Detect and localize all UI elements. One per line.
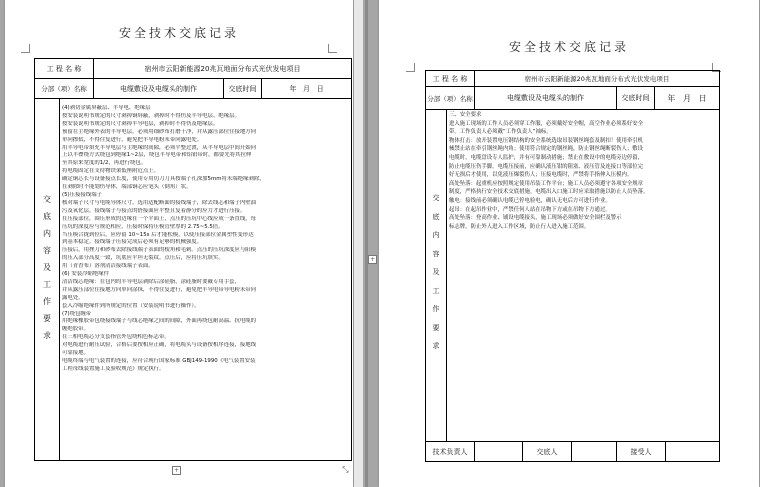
content-line: (7)绕包缠带	[62, 310, 92, 317]
side-label-char: 容	[43, 246, 51, 255]
page-corner-mark	[406, 63, 415, 72]
side-label-char: 底	[432, 212, 440, 221]
content-line: (5)压接接线端子	[62, 191, 102, 198]
form-table	[34, 58, 352, 461]
content-line: 电缆时，电缆盘设专人监护，并有可靠制动措施；禁止在敷设中的电缆旁边停留，	[449, 154, 644, 161]
tech-lead-label: 技术负责人	[432, 447, 468, 456]
content-line: 在压接部位，围压形成的边缘在一个平面上，点压的压坑中心线应成一条直线，每	[62, 215, 257, 222]
side-label-char: 内	[43, 229, 51, 238]
page-title: 安全技术交底记录	[118, 26, 239, 40]
side-label-char: 内	[432, 231, 440, 239]
content-line: 用（青香布）溶剂清洁接线端子表面。	[62, 263, 154, 270]
side-label-char: 及	[432, 268, 440, 276]
table-rule	[474, 441, 475, 461]
side-label-char: 求	[432, 342, 440, 350]
content-line: 在剥除时不能划伤导体，端部铜芯应笔头（倒角）状。	[62, 184, 192, 191]
expand-handle[interactable]: +	[369, 256, 376, 263]
content-line: 缠绝胶带。	[62, 326, 89, 333]
content-line: 进入施工现场的工作人员必须穿工作服，必须戴好安全帽，高空作业必须系好安全	[449, 120, 644, 127]
resize-handle-icon[interactable]: ⤡	[342, 465, 349, 474]
content-line: 单向擦拭，不得往复进行，避免把半导电粉末带向露电处。	[62, 136, 203, 143]
part-label: 分部（项）名称	[41, 85, 87, 93]
side-label	[426, 189, 446, 356]
content-line: 制度，严格执行安全技术交底措施。电缆出入口施工时应采取措施以防止人员坠落。	[449, 189, 649, 196]
content-line: 确定铜芯长与设备接点长度，使用专用切刀刀具按端子孔深加5mm将末端绝缘剥除，	[62, 176, 265, 183]
content-line: 用半导电带填充半导电层与主绝缘的间隙，必须平整过渡，从半导电层中间开始向	[62, 144, 257, 151]
content-line: 上以半叠绕方式绕包到绝缘1~2层，绕包半导电带和铝铂带时，都要先将其拉伸	[62, 152, 252, 159]
content-line: 物体打击：放开装置电压钢结构的安全系统选取吊装钢丝绳套及制扣！使用牵引机	[449, 137, 644, 144]
content-line: 高处坠落：起重机应按照规定使用吊装工作平台；施工人员必须遵守各项安全规章	[449, 180, 644, 187]
side-label-char: 求	[43, 331, 51, 340]
page-title: 安全技术交底记录	[508, 40, 629, 54]
content-line: 可靠接地。	[62, 350, 89, 357]
date-value: 年 月 日	[667, 93, 707, 103]
project-label: 工 程 名 称	[432, 74, 468, 83]
content-line: 带。工作负责人必须戴“工作负责人”袖标。	[449, 129, 552, 136]
part-value: 电缆敷设及电缆头的制作	[120, 84, 197, 93]
page-corner-mark	[21, 44, 30, 53]
safety-requirements-content	[449, 111, 717, 231]
content-line: 按安装说明书规定的尺寸剥掉半导电层，剥掉时不得伤及绝缘层。	[62, 120, 219, 127]
part-value: 电缆敷设及电缆头的制作	[507, 94, 584, 102]
table-rule	[665, 441, 666, 461]
part-label: 分部（项）名称	[427, 94, 473, 103]
content-line: 械禁止站在牵引钢丝绳内角；使用符合规定的钢丝绳，防止钢丝绳断裂伤人；敷设	[449, 146, 644, 153]
content-line: 将电缆固定在支持物铁架低座附近点上。	[62, 168, 160, 175]
side-label-char: 容	[432, 249, 440, 258]
document-page-1	[5, 0, 353, 487]
side-label-char: 及	[43, 263, 51, 272]
side-label-char: 交	[43, 195, 51, 204]
handover-content	[62, 105, 349, 374]
page-split-scrollbar[interactable]	[354, 0, 363, 487]
date-label: 交底时间	[228, 84, 257, 93]
content-line: 标志牌，防止外人进入工作区域，防止行人进入施工范围。	[449, 223, 590, 230]
content-line: 三、安全要求	[449, 112, 482, 118]
document-page-2	[379, 0, 759, 487]
date-value: 年 月 日	[289, 84, 324, 93]
project-value: 宿州市云阳新能源20兆瓦地面分布式光伏发电项目	[524, 75, 670, 83]
content-line: 当压模合拢到位后，应停留 10~15s 后才能松模，以使压接部位金属塑性变形达	[62, 231, 254, 238]
content-line: 露电处。	[62, 294, 84, 301]
content-line: 压坑的深度应与规范相应，压接时保持压模管壁厚的 2.75~5.5倍。	[62, 223, 224, 230]
handover-person-label: 交底人	[536, 447, 558, 456]
project-value: 宿州市云阳新能源20兆瓦地面分布式光伏发电项目	[144, 64, 301, 73]
table-rule	[571, 441, 572, 461]
content-line: 对电缆进行耐压试验，合格后要按相应正确，将电缆头与设备按相序连接，接地线	[62, 342, 257, 349]
page-corner-mark	[328, 44, 337, 53]
content-line: 清洁线芯绝缘：在包内的半导电层剥除后涂硅脂，涂硅脂时要戴专用手套，	[62, 278, 240, 285]
page-divider	[365, 0, 368, 487]
side-label-char: 要	[43, 314, 51, 323]
content-line: 污及氧化层。接线端子与接点的搭接面应平整且复着静分的应力才进行压接。	[62, 207, 246, 214]
side-label	[35, 191, 59, 344]
content-line: 高处坠落：登高作业、铺设电缆接头，施工现场必须做好安全围栏及警示	[449, 215, 622, 222]
content-line: 压接后，用挫刀和砂布去除接线端子表面的棱角和毛刺。点压的压坑深度应与阳模	[62, 247, 257, 254]
content-line: 起吊：在起吊作业中，严禁任何人站在吊物下方或在吊物下方通过。	[449, 206, 611, 213]
content-line: (4)剥切金属屏蔽层、半导电、绝缘层	[62, 105, 151, 111]
date-label: 交底时间	[621, 94, 650, 102]
content-line: 工程母线装置施工及验收规范》规定执行。	[62, 365, 165, 372]
content-line: 好无损后才使用，以免液压爆裂伤人；压接电缆时，严禁将手指伸入压模内。	[449, 172, 633, 179]
content-line: 至其原来宽度的1/2，再进行绕包。	[62, 160, 147, 167]
table-rule	[426, 109, 719, 110]
table-rule	[59, 98, 60, 460]
content-line: 的压入部分高度一致，坑底应平坦无裂纹。点压后，应将压坑填实。	[62, 255, 224, 262]
side-label-char: 作	[432, 305, 440, 313]
form-table	[425, 70, 720, 462]
side-label-char: 要	[432, 323, 440, 332]
side-label-char: 工	[43, 280, 51, 289]
receiver-label: 接受人	[630, 447, 652, 456]
content-line: 预留在主绝缘外表的半导电层，必须用细砂布打磨干净，并从露压部位往接地方向	[62, 128, 257, 135]
content-line: 到基本稳定。接线端子压接完成后必须有足够的机械强度。	[62, 239, 203, 246]
content-line: 电缆终端与电气装置的连接，应符合现行国家标准 GBJ149-1990《电气装置安装	[62, 358, 256, 364]
content-line: 按安装说明书规定的尺寸剥掉铜屏蔽，剥掉时不得伤及半导电层、绝缘层。	[62, 112, 240, 119]
content-line: 防止电缆压伤手脚。电缆压接前，应确认液压钳的阻塞、液压管及连接口等部位完	[449, 163, 644, 170]
side-label-char: 底	[43, 212, 51, 221]
project-label: 工 程 名 称	[46, 64, 82, 73]
content-line: 用绝缘橡胶带包绕接线端子与线芯绝缘之间的间隙，外面再绕包耐高温、抗电缆的	[62, 318, 257, 325]
side-label-char: 作	[43, 297, 51, 306]
content-line: 并从露压部位往接地方向单向涂抹，不得往复进行，避免把半导电带导电粉末带向	[62, 286, 257, 293]
content-line: 套入冷缩绝缘件到所规定的位置（安装说明书进行操作）。	[62, 302, 200, 309]
table-rule	[35, 98, 351, 99]
content-line: (6) 安装冷缩绝缘件	[62, 271, 110, 278]
side-label-char: 交	[432, 194, 440, 202]
content-line: 触电：接线前必须确认电缆已停电验电，确认无电后方可进行作业。	[449, 197, 611, 204]
content-line: 核对端子尺寸与电缆导体尺寸，选用适配断面的接线端子，除去线芯和端子内壁油	[62, 199, 257, 206]
content-line: 在三相电缆芯分支套指管外包绕相色标志带。	[62, 334, 170, 341]
side-label-char: 工	[432, 286, 440, 295]
table-add-row-handle[interactable]: +	[173, 467, 180, 474]
table-rule	[446, 109, 447, 441]
